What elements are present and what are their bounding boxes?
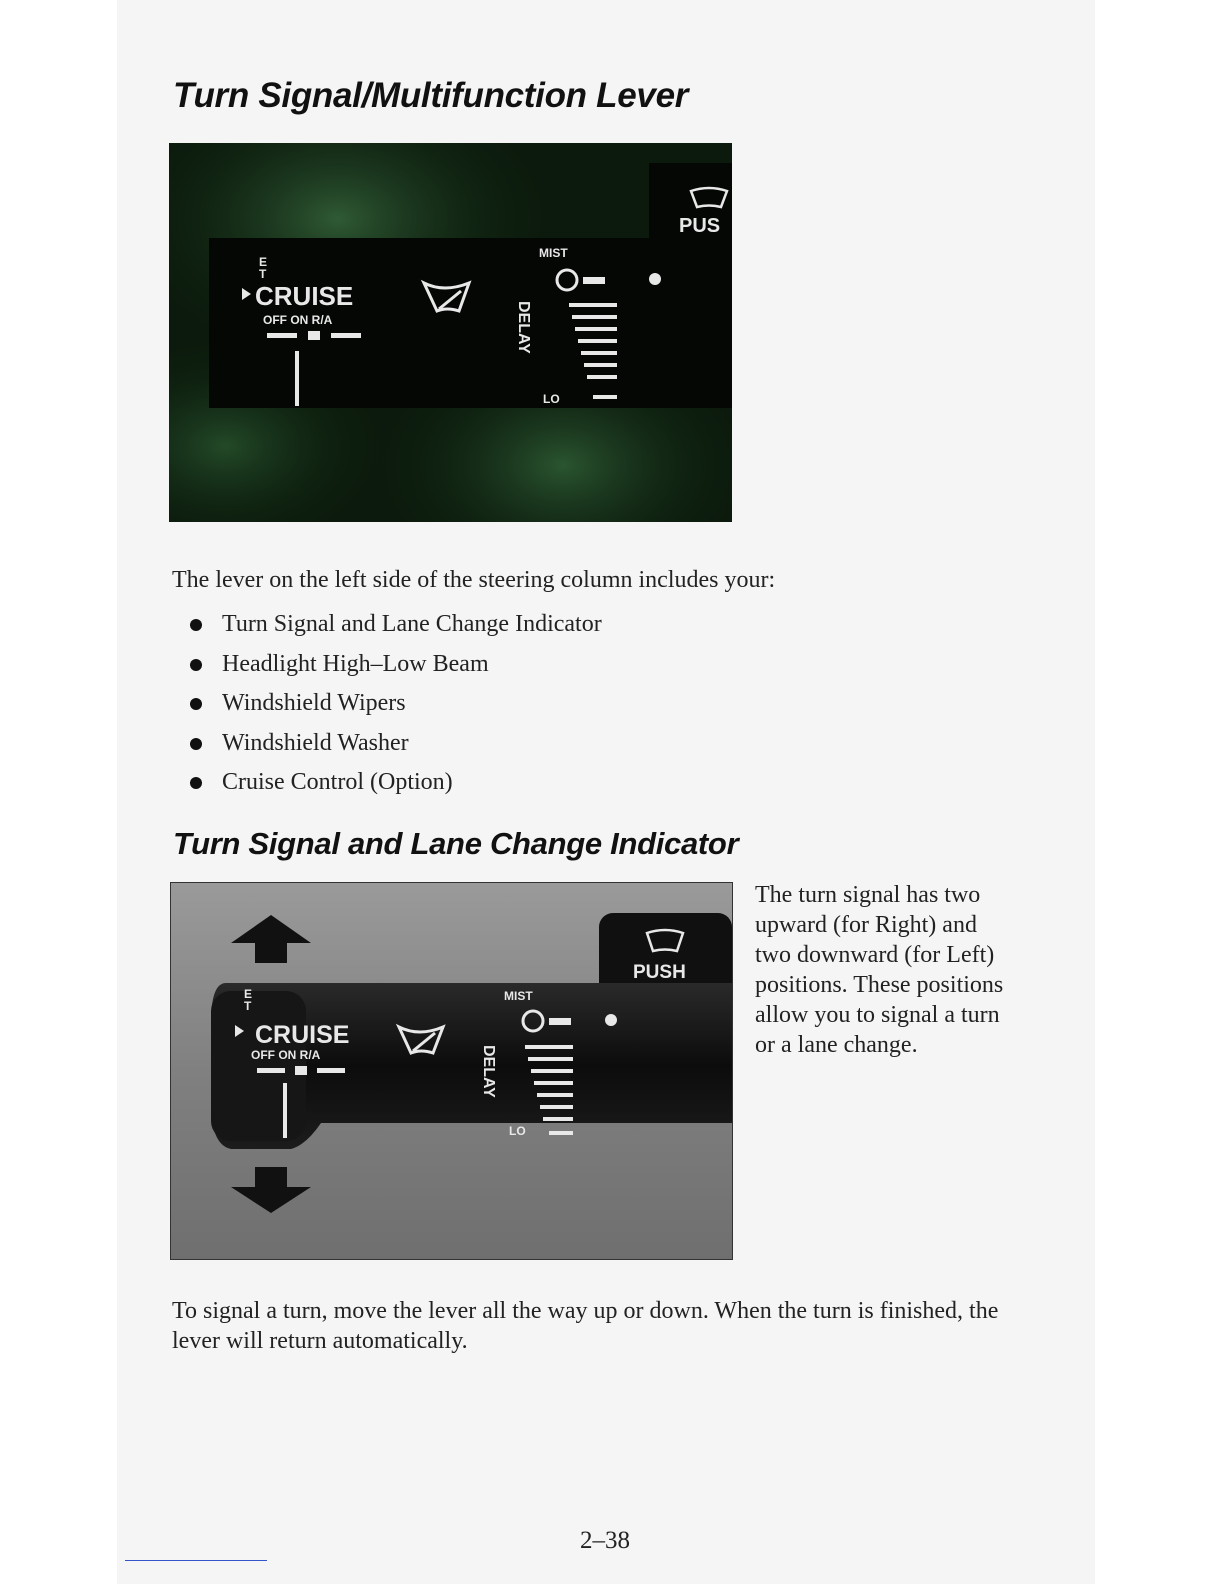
footer-rule [125,1560,267,1561]
push-label: PUSH [633,962,686,983]
svg-text:E: E [244,987,253,1001]
set-label-t: T [259,267,267,281]
bullet-icon [190,659,202,671]
list-item: Headlight High–Low Beam [190,648,602,688]
lo-label: LO [509,1124,526,1138]
push-label-cropped: PUS [679,215,721,237]
bullet-icon [190,698,202,710]
list-item: Windshield Wipers [190,687,602,727]
mist-label: MIST [539,246,568,260]
set-label: E [259,255,268,269]
cruise-modes-label: OFF ON R/A [263,313,333,327]
cruise-label: CRUISE [255,281,354,311]
bullet-icon [190,619,202,631]
svg-text:T: T [244,999,252,1013]
washer-dot-icon [605,1014,617,1026]
page-title: Turn Signal/Multifunction Lever [173,76,689,115]
feature-list [190,608,602,806]
cruise-modes-label: OFF ON R/A [251,1048,321,1062]
turn-signal-description: The turn signal has two upward (for Right) and two downward (for Left) positions. These positions allow you to signal a turn or a lane change. [755,882,1004,1058]
washer-dot-icon [649,273,661,285]
lo-label: LO [543,392,560,406]
turn-signal-lever-photo [170,882,733,1260]
cruise-label: CRUISE [255,1021,350,1049]
bullet-icon [190,738,202,750]
section-title: Turn Signal and Lane Change Indicator [173,826,739,861]
bullet-icon [190,777,202,789]
delay-label: DELAY [480,1045,497,1098]
intro-text: The lever on the left side of the steering column includes your: [172,567,776,593]
signal-instructions: To signal a turn, move the lever all the way up or down. When the turn is finished, the lever will return automatically. [172,1298,999,1354]
delay-label: DELAY [515,301,532,354]
list-item: Turn Signal and Lane Change Indicator [190,608,602,648]
mist-label: MIST [504,989,533,1003]
list-item: Cruise Control (Option) [190,766,602,806]
list-item: Windshield Washer [190,727,602,767]
multifunction-lever-photo [169,143,732,522]
page-number: 2–38 [580,1527,630,1554]
